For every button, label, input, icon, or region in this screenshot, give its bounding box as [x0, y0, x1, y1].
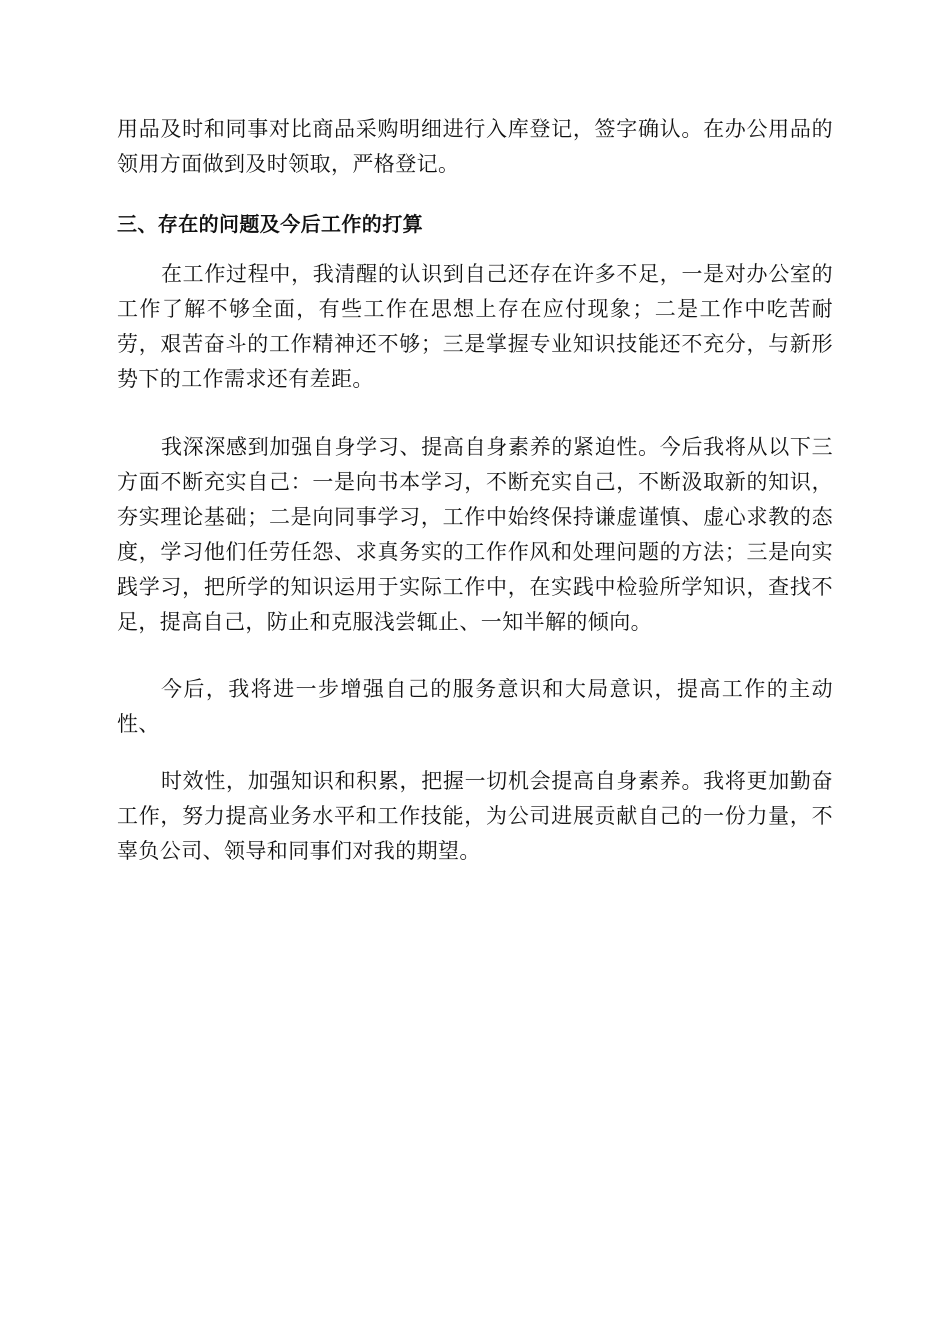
paragraph-closing: 时效性，加强知识和积累，把握一切机会提高自身素养。我将更加勤奋工作，努力提高业务水平和工作技能，为公司进展贡献自己的一份力量，不辜负公司、领导和同事们对我的期望。	[117, 769, 833, 863]
paragraph-learning-plan: 我深深感到加强自身学习、提高自身素养的紧迫性。今后我将从以下三方面不断充实自己：一是向书本学习，不断充实自己，不断汲取新的知识，夯实理论基础；二是向同事学习，工作中始终保持谦虚谨慎、虚心求教的态度，学习他们任劳任怨、求真务实的工作作风和处理问题的方法；三是向实践学习，把所学的知识运用于实际工作中，在实践中检验所学知识，查找不足，提高自己，防止和克服浅尝辄止、一知半解的倾向。	[117, 435, 833, 634]
continuation-paragraph: 用品及时和同事对比商品采购明细进行入库登记，签字确认。在办公用品的领用方面做到及时领取，严格登记。	[117, 117, 833, 176]
section-heading: 三、存在的问题及今后工作的打算	[117, 212, 423, 236]
paragraph-future-intent: 今后，我将进一步增强自己的服务意识和大局意识，提高工作的主动性、	[117, 677, 833, 736]
paragraph-shortcomings: 在工作过程中，我清醒的认识到自己还存在许多不足，一是对办公室的工作了解不够全面，有些工作在思想上存在应付现象；二是工作中吃苦耐劳，艰苦奋斗的工作精神还不够；三是掌握专业知识技能还不充分，与新形势下的工作需求还有差距。	[117, 262, 833, 391]
